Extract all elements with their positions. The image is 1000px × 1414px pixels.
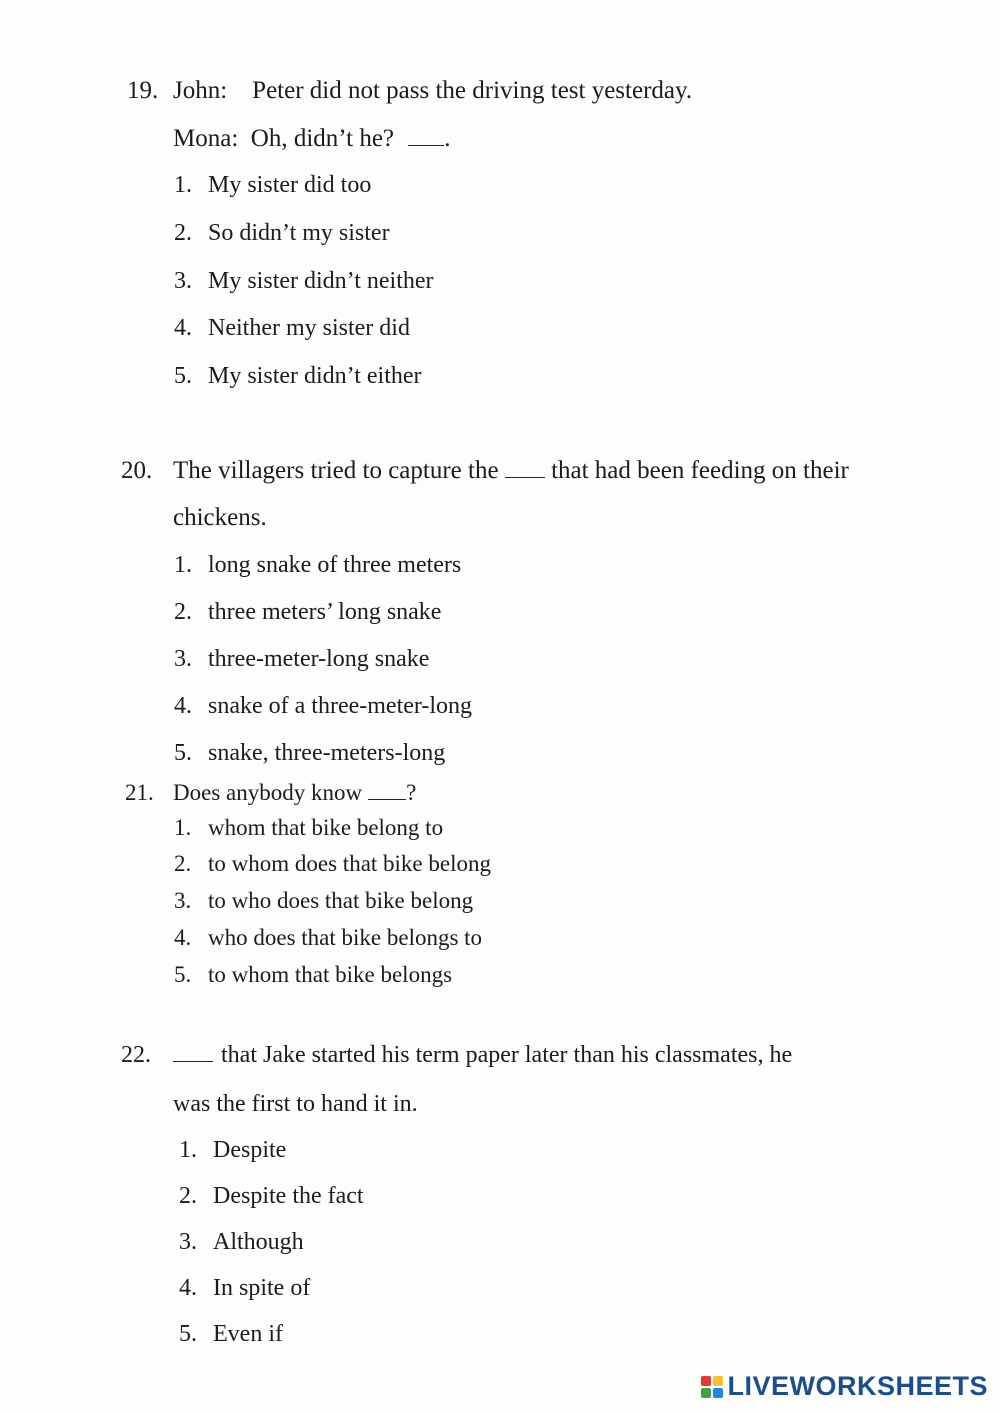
answer-blank[interactable]: [173, 1041, 213, 1062]
question-text: chickens.: [173, 504, 267, 531]
answer-blank[interactable]: [368, 779, 406, 800]
answer-blank[interactable]: [408, 125, 444, 146]
option-3[interactable]: 3. to who does that bike belong: [174, 888, 474, 913]
logo-text: LIVEWORKSHEETS: [727, 1371, 988, 1401]
option-1[interactable]: 1. Despite: [179, 1137, 287, 1163]
question-text: Mona: Oh, didn’t he?: [173, 125, 395, 152]
question-number: 19.: [127, 77, 159, 104]
option-3[interactable]: 3. three-meter-long snake: [174, 646, 430, 672]
option-5[interactable]: 5. Even if: [179, 1321, 283, 1347]
question-text: was the first to hand it in.: [173, 1091, 418, 1117]
option-4[interactable]: 4. Neither my sister did: [174, 315, 410, 341]
option-1[interactable]: 1. whom that bike belong to: [174, 815, 444, 840]
option-2[interactable]: 2. to whom does that bike belong: [174, 851, 491, 876]
option-4[interactable]: 4. In spite of: [179, 1275, 311, 1301]
option-1[interactable]: 1. long snake of three meters: [174, 552, 462, 578]
option-2[interactable]: 2. Despite the fact: [179, 1183, 364, 1209]
option-4[interactable]: 4. who does that bike belongs to: [174, 925, 483, 950]
option-2[interactable]: 2. So didn’t my sister: [174, 220, 390, 246]
option-5[interactable]: 5. My sister didn’t either: [174, 363, 422, 389]
option-2[interactable]: 2. three meters’ long snake: [174, 599, 442, 625]
liveworksheets-logo: [701, 1371, 988, 1402]
question-text: Does anybody know: [173, 780, 363, 805]
option-4[interactable]: 4. snake of a three-meter-long: [174, 693, 473, 719]
logo-grid-icon: [701, 1376, 723, 1398]
question-number: 22.: [121, 1042, 151, 1068]
question-text: The villagers tried to capture the: [173, 457, 499, 484]
option-3[interactable]: 3. My sister didn’t neither: [174, 268, 434, 294]
question-text: that had been feeding on their: [551, 457, 849, 484]
worksheet-page: 19. John: Peter did not pass the driving test yesterday. Mona: Oh, didn’t he? . 1. My sister did too 2. So didn’t my sister 3. My sister didn’t neither 4. Neither my sister did 5. My sister didn’t either 20. The villagers tried to capture the that had been feeding on their chickens. 1. long snake of three meters 2. three meters’ long snake 3. three-meter-long snake 4. snake of a three-meter-long 5. snake, three-meters-long 21. Does anybody know ? 1. whom that bike belong to 2. to whom does that bike belong 3. to who does that bike belong 4. who does that bike belongs to 5. to whom that bike belongs 22. that Jake started his term paper later than his classmates, he was the first to hand it in. 1. Despite 2. Despite the fact 3. Although 4. In spite of 5. Even if LIVEWORKSHEETS: [121, 77, 988, 1401]
question-number: 21.: [125, 780, 154, 805]
option-3[interactable]: 3. Although: [179, 1229, 304, 1255]
question-text: John: Peter did not pass the driving test yesterday.: [173, 77, 693, 104]
option-5[interactable]: 5. snake, three-meters-long: [174, 740, 446, 766]
option-1[interactable]: 1. My sister did too: [174, 172, 372, 198]
answer-blank[interactable]: [505, 457, 545, 478]
option-5[interactable]: 5. to whom that bike belongs: [174, 962, 453, 987]
question-text: that Jake started his term paper later than his classmates, he: [221, 1042, 793, 1068]
question-number: 20.: [121, 457, 153, 484]
